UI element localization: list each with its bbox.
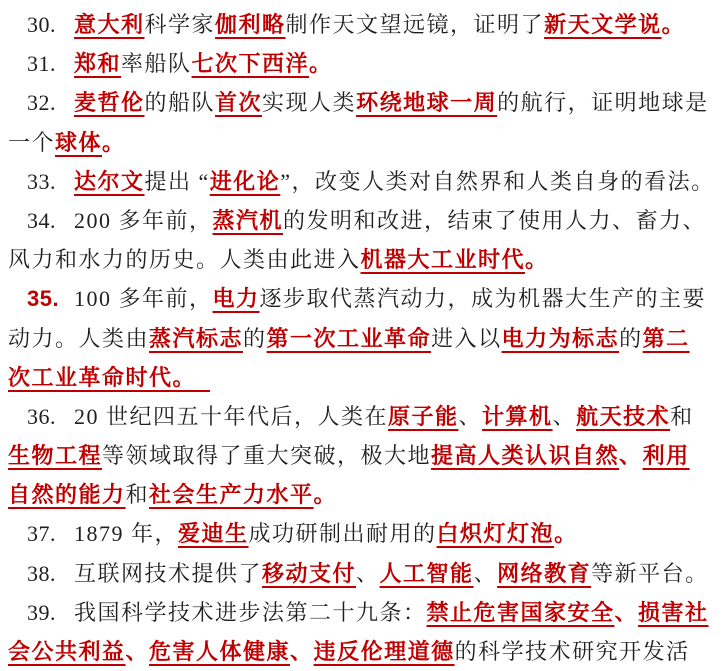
highlighted-term: 。 (554, 521, 578, 547)
text-segment: 成功研制出耐用的 (248, 521, 437, 547)
list-item-36 (0, 397, 723, 436)
text-segment: 进入以 (431, 325, 502, 351)
list-item-33 (0, 162, 723, 201)
highlighted-term: 计算机 (482, 403, 553, 429)
list-item-number: 35. (27, 286, 60, 312)
highlighted-term: 社会生产力水平 (149, 482, 314, 508)
list-item-39 (0, 593, 723, 632)
highlighted-term: 。 (661, 12, 686, 37)
highlighted-term: 意大利 (74, 12, 145, 37)
highlighted-term: 、 (619, 443, 643, 469)
list-item-number: 34. (27, 207, 56, 233)
text-segment: 、 (473, 560, 498, 586)
list-item-32 (0, 83, 723, 122)
list-item-30 (0, 5, 723, 44)
text-segment: 、 (356, 560, 380, 586)
text-segment: 200 多年前， (74, 207, 213, 233)
list-item-continuation-line (0, 358, 723, 397)
text-segment: 逐步取代蒸汽动力，成为机器大生产的主要 (259, 286, 707, 312)
highlighted-term: 损害社 (638, 599, 709, 625)
text-segment: 和 (125, 482, 150, 508)
highlighted-term: 。 (309, 51, 333, 77)
list-item-number: 30. (27, 12, 56, 37)
highlighted-term: 新天文学说 (544, 12, 662, 37)
list-item-continuation-line (0, 319, 723, 358)
text-segment: 等领域取得了重大突破，极大地 (102, 443, 432, 469)
text-segment: 和 (670, 403, 694, 429)
highlighted-term: 伽利略 (215, 12, 286, 37)
text-segment: 1879 年， (74, 521, 179, 547)
highlighted-term: 移动支付 (262, 560, 357, 586)
highlighted-term: 第一次工业革命 (266, 325, 432, 351)
highlighted-term: 机器大工业时代 (360, 247, 526, 273)
highlighted-term: 人工智能 (379, 560, 474, 586)
highlighted-term: 生物工程 (8, 443, 103, 469)
list-item-number: 31. (27, 51, 56, 77)
highlighted-term: 首次 (215, 90, 263, 116)
list-item-number: 33. (27, 168, 56, 194)
highlighted-term: 网络教育 (497, 560, 592, 586)
list-item-continuation-line (0, 123, 723, 162)
text-segment: 20 世纪四五十年代后，人类在 (74, 403, 389, 429)
highlighted-term: 。 (313, 482, 338, 508)
highlighted-term: 提高人类认识自然 (431, 443, 620, 469)
highlighted-term: 自然的能力 (8, 482, 126, 508)
text-segment: 的 (619, 325, 643, 351)
highlighted-term: 禁止危害国家安全 (426, 599, 615, 625)
list-item-continuation-line (0, 240, 723, 279)
highlighted-term: 。 (102, 129, 126, 155)
highlighted-term: 爱迪生 (178, 521, 249, 547)
highlighted-term: 麦哲伦 (74, 90, 145, 116)
list-item-number: 37. (27, 521, 56, 547)
text-segment: 制作天文望远镜，证明了 (285, 12, 545, 37)
list-item-continuation-line (0, 436, 723, 475)
text-segment: 的发明和改进，结束了使用人力、畜力、 (283, 207, 707, 233)
highlighted-term: 球体 (55, 129, 103, 155)
highlighted-term: 七次下西洋 (191, 51, 310, 77)
highlighted-term: 原子能 (388, 403, 459, 429)
highlighted-term: 违反伦理道德 (313, 639, 455, 664)
highlighted-term: 电力为标志 (501, 325, 620, 351)
highlighted-term: 达尔文 (74, 168, 145, 194)
list-item-number: 36. (27, 403, 56, 429)
text-segment: 的科学技术研究开发活 (454, 639, 690, 664)
list-item-31 (0, 44, 723, 83)
list-item-number: 32. (27, 90, 56, 116)
list-item-number: 38. (27, 560, 56, 586)
text-segment: 互联网技术提供了 (74, 560, 263, 586)
list-item-continuation-line (0, 475, 723, 514)
highlighted-term: 蒸汽标志 (149, 325, 244, 351)
highlighted-term: 利用 (642, 443, 690, 469)
text-segment: 率船队 (121, 51, 192, 77)
highlighted-term: 会公共利益 (8, 639, 126, 664)
text-segment: 的船队 (144, 90, 216, 116)
highlighted-term: 。 (525, 247, 549, 273)
highlighted-term: 环绕地球一周 (356, 90, 498, 116)
text-segment: 风力和水力的历史。人类由此进入 (8, 247, 361, 273)
highlighted-term: 电力 (212, 286, 260, 312)
text-segment: 一个 (8, 129, 56, 155)
list-item-continuation-line (0, 632, 723, 671)
highlighted-term: 、 (290, 639, 314, 664)
highlighted-term: 航天技术 (576, 403, 671, 429)
text-segment: 、 (458, 403, 483, 429)
list-item-37 (0, 514, 723, 553)
highlighted-term: 、 (614, 599, 639, 625)
highlighted-term: 蒸汽机 (212, 207, 284, 233)
text-segment: 的 (243, 325, 267, 351)
text-segment: 提出 “ (144, 168, 210, 194)
highlighted-term: 危害人体健康 (149, 639, 291, 664)
text-segment: 等新平台。 (591, 560, 709, 586)
highlighted-term: 进化论 (209, 168, 281, 194)
text-segment: 动力。人类由 (8, 325, 150, 351)
text-segment: ”，改变人类对自然界和人类自身的看法。 (280, 168, 715, 194)
highlighted-term: 郑和 (74, 51, 122, 77)
highlighted-term: 次工业革命时代。 (8, 364, 211, 390)
text-segment: 的航行，证明地球是 (497, 90, 709, 116)
text-segment: 我国科学技术进步法第二十九条： (74, 599, 427, 625)
list-item-34 (0, 201, 723, 240)
list-item-38 (0, 554, 723, 593)
highlighted-term: 、 (125, 639, 150, 664)
list-item-number: 39. (27, 599, 56, 625)
list-item-35 (0, 279, 723, 318)
text-segment: 、 (552, 403, 577, 429)
text-segment: 实现人类 (262, 90, 357, 116)
text-segment: 科学家 (144, 12, 216, 37)
highlighted-term: 白炽灯灯泡 (436, 521, 555, 547)
text-segment: 100 多年前， (74, 286, 213, 312)
highlighted-term: 第二 (642, 325, 690, 351)
